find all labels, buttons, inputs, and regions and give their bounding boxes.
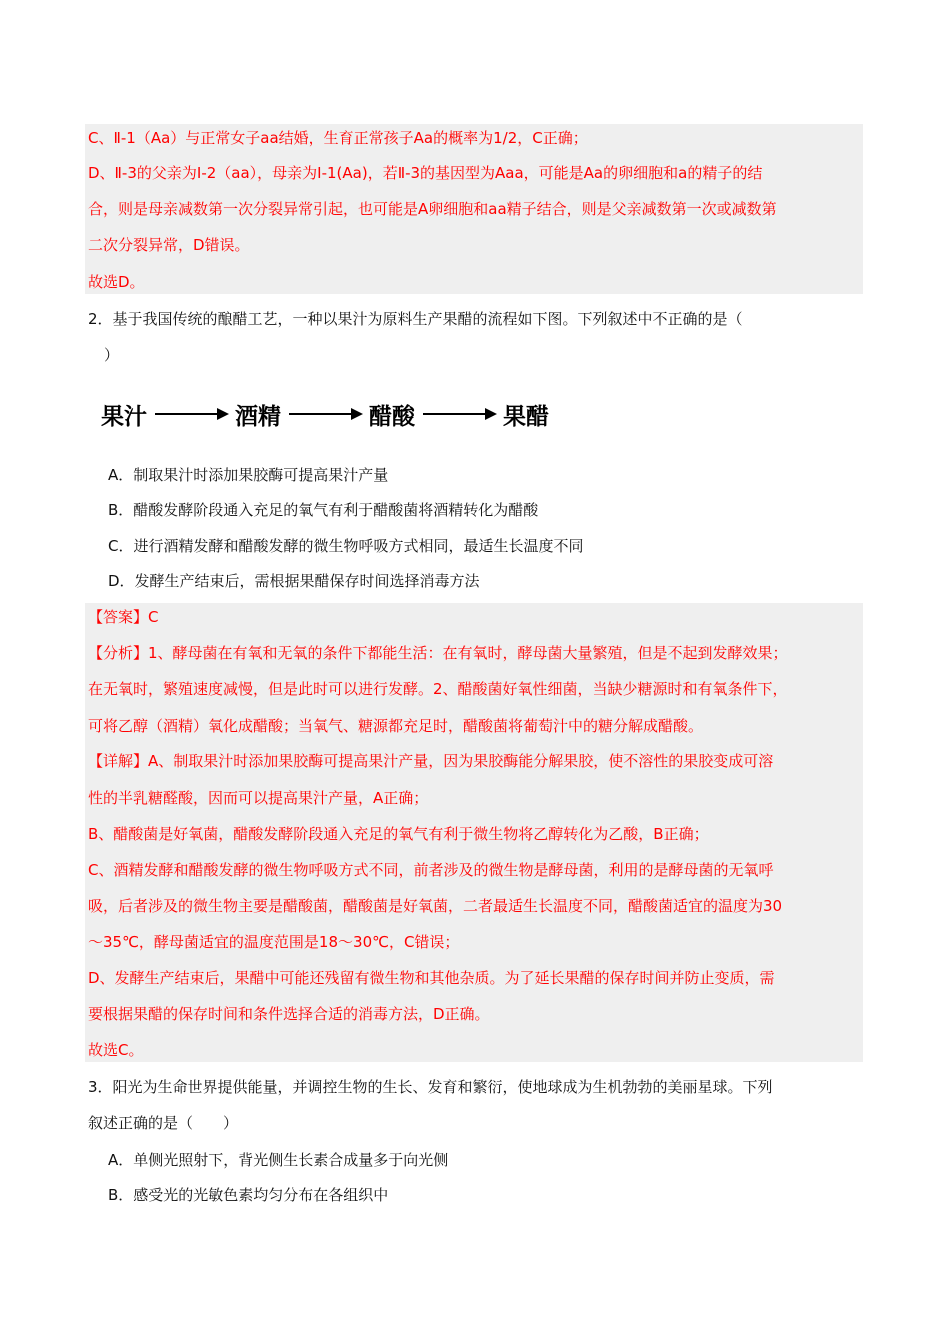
- right-arrow-icon: [287, 404, 363, 424]
- option-d: D．发酵生产结束后，需根据果醋保存时间选择消毒方法: [108, 572, 480, 590]
- right-arrow-icon: [153, 404, 229, 424]
- detail-line: 性的半乳糖醛酸，因而可以提高果汁产量，A正确；: [88, 789, 429, 807]
- option-b: B．醋酸发酵阶段通入充足的氧气有利于醋酸菌将酒精转化为醋酸: [108, 501, 539, 519]
- detail-line: B、醋酸菌是好氧菌，醋酸发酵阶段通入充足的氧气有利于微生物将乙醇转化为乙酸，B正确；: [88, 825, 709, 843]
- process-flow-diagram: [101, 394, 549, 434]
- analysis-line: 在无氧时，繁殖速度减慢，但是此时可以进行发酵。2、醋酸菌好氧性细菌，当缺少糖源时和有氧条件下，: [88, 680, 788, 698]
- flow-step: 果醋: [503, 402, 549, 430]
- answer-line: 【答案】C: [88, 608, 159, 626]
- explanation-line: D、Ⅱ-3的父亲为I-2（aa），母亲为I-1(Aa)，若Ⅱ-3的基因型为Aaa，可能是Aa的卵细胞和a的精子的结: [88, 164, 763, 182]
- explanation-line: C、Ⅱ-1（Aa）与正常女子aa结婚，生育正常孩子Aa的概率为1/2，C正确；: [88, 129, 588, 147]
- detail-line: 吸，后者涉及的微生物主要是醋酸菌，醋酸菌是好氧菌，二者最适生长温度不同，醋酸菌适宜的温度为30: [88, 897, 783, 915]
- option-c: C．进行酒精发酵和醋酸发酵的微生物呼吸方式相同，最适生长温度不同: [108, 537, 584, 555]
- right-arrow-icon: [421, 404, 497, 424]
- detail-line: 要根据果醋的保存时间和条件选择合适的消毒方法，D正确。: [88, 1005, 490, 1023]
- question-2-stem-end: ）: [104, 346, 120, 364]
- explanation-line: 合，则是母亲减数第一次分裂异常引起，也可能是A卵细胞和aa精子结合，则是父亲减数第一次或减数第: [88, 200, 777, 218]
- flow-step: 果汁: [101, 402, 147, 430]
- option-b: B．感受光的光敏色素均匀分布在各组织中: [108, 1186, 389, 1204]
- conclusion-line: 故选C。: [88, 1041, 144, 1059]
- explanation-line: 二次分裂异常，D错误。: [88, 236, 250, 254]
- detail-line: 【详解】A、制取果汁时添加果胶酶可提高果汁产量，因为果胶酶能分解果胶，使不溶性的果胶变成可溶: [88, 752, 774, 770]
- question-3-stem: 3．阳光为生命世界提供能量，并调控生物的生长、发育和繁衍，使地球成为生机勃勃的美丽星球。下列: [88, 1078, 773, 1096]
- analysis-line: 可将乙醇（酒精）氧化成醋酸；当氧气、糖源都充足时，醋酸菌将葡萄汁中的糖分解成醋酸。: [88, 717, 704, 735]
- detail-line: ～35℃，酵母菌适宜的温度范围是18～30℃，C错误；: [88, 933, 460, 951]
- analysis-line: 【分析】1、酵母菌在有氧和无氧的条件下都能生活：在有氧时，酵母菌大量繁殖，但是不起到发酵效果；: [88, 644, 788, 662]
- question-3-stem-cont: 叙述正确的是（ ）: [88, 1114, 239, 1132]
- flow-step: 醋酸: [369, 402, 415, 430]
- flow-step: 酒精: [235, 402, 281, 430]
- option-a: A．单侧光照射下，背光侧生长素合成量多于向光侧: [108, 1151, 449, 1169]
- explanation-line: 故选D。: [88, 273, 145, 291]
- detail-line: D、发酵生产结束后，果醋中可能还残留有微生物和其他杂质。为了延长果醋的保存时间并防止变质，需: [88, 969, 775, 987]
- detail-line: C、酒精发酵和醋酸发酵的微生物呼吸方式不同，前者涉及的微生物是酵母菌，利用的是酵母菌的无氧呼: [88, 861, 774, 879]
- question-2-stem: 2．基于我国传统的酿醋工艺，一种以果汁为原料生产果醋的流程如下图。下列叙述中不正确的是（: [88, 310, 743, 328]
- option-a: A．制取果汁时添加果胶酶可提高果汁产量: [108, 466, 389, 484]
